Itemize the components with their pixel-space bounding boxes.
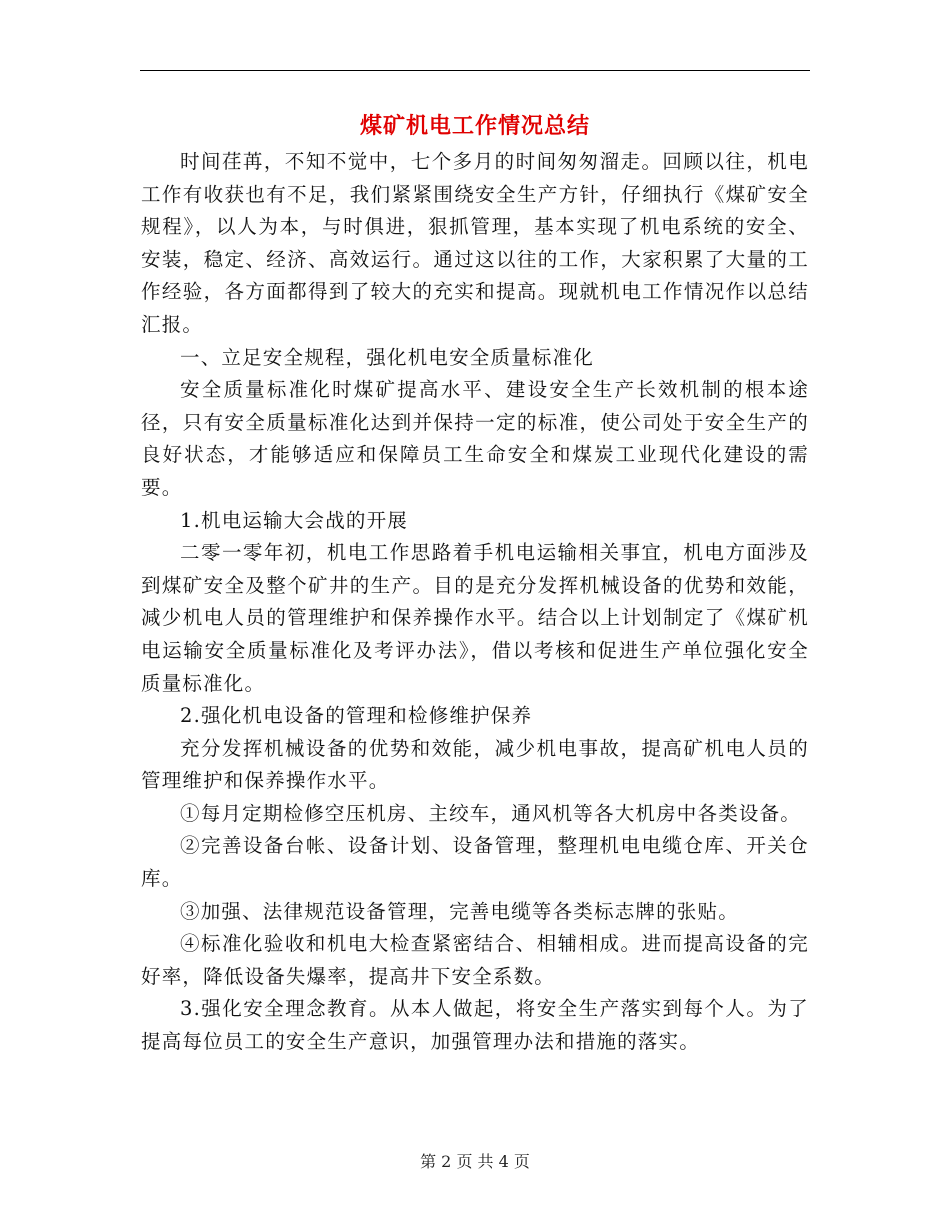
list-item-3: ③加强、法律规范设备管理，完善电缆等各类标志牌的张贴。 xyxy=(180,899,739,923)
paragraph-subsection-2: 充分发挥机械设备的优势和效能，减少机电事故，提高矿机电人员的管理维护和保养操作水平。 xyxy=(141,736,809,793)
section-heading-1: 一、立足安全规程，强化机电安全质量标准化 xyxy=(180,345,595,369)
subheading-2: 2.强化机电设备的管理和检修维护保养 xyxy=(180,704,533,728)
list-item-2: ②完善设备台帐、设备计划、设备管理，整理机电电缆仓库、开关仓库。 xyxy=(141,834,809,891)
paragraph-intro: 时间荏苒，不知不觉中，七个多月的时间匆匆溜走。回顾以往，机电工作有收获也有不足，我们紧紧围绕安全生产方针，仔细执行《煤矿安全规程》，以人为本，与时俱进，狠抓管理，基本实现了机电系统的安全、安装，稳定、经济、高效运行。通过这以往的工作，大家积累了大量的工作经验，各方面都得到了较大的充实和提高。现就机电工作情况作以总结汇报。 xyxy=(141,150,809,336)
list-item-1: ①每月定期检修空压机房、主绞车，通风机等各大机房中各类设备。 xyxy=(180,801,802,825)
document-title: 煤矿机电工作情况总结 xyxy=(359,113,590,139)
paragraph-subsection-1: 二零一零年初，机电工作思路着手机电运输相关事宜，机电方面涉及到煤矿安全及整个矿井的生产。目的是充分发挥机械设备的优势和效能，减少机电人员的管理维护和保养操作水平。结合以上计划制定了《煤矿机电运输安全质量标准化及考评办法》，借以考核和促进生产单位强化安全质量标准化。 xyxy=(141,541,809,695)
paragraph-section-1: 安全质量标准化时煤矿提高水平、建设安全生产长效机制的根本途径，只有安全质量标准化达到并保持一定的标准，使公司处于安全生产的良好状态，才能够适应和保障员工生命安全和煤炭工业现代化建设的需要。 xyxy=(141,378,809,499)
list-item-4: ④标准化验收和机电大检查紧密结合、相辅相成。进而提高设备的完好率，降低设备失爆率，提高井下安全系数。 xyxy=(141,932,809,988)
paragraph-subsection-3: 3.强化安全理念教育。从本人做起，将安全生产落实到每个人。为了提高每位员工的安全生产意识，加强管理办法和措施的落实。 xyxy=(141,997,809,1054)
subheading-1: 1.机电运输大会战的开展 xyxy=(180,508,409,532)
header-rule xyxy=(140,70,810,71)
document-body xyxy=(141,146,809,1059)
page-footer: 第 2 页 共 4 页 xyxy=(420,1152,530,1171)
